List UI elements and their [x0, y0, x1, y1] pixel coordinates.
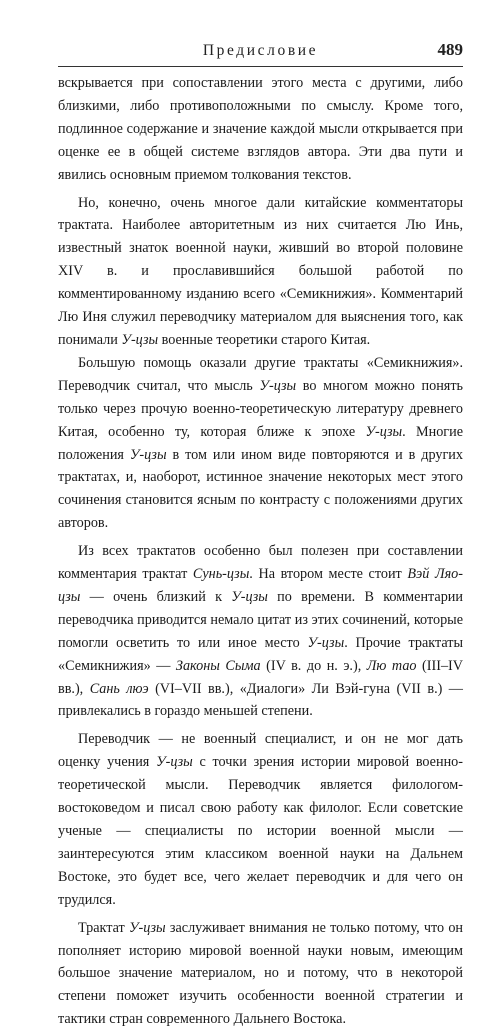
- italic-title: Вэй Ляо-цзы: [58, 566, 463, 605]
- italic-title: Лю тао: [366, 657, 417, 674]
- italic-title: У-цзы: [128, 919, 166, 936]
- page-number: 489: [437, 40, 463, 59]
- italic-title: Сань люэ: [89, 680, 149, 697]
- italic-title: У-цзы: [259, 377, 297, 394]
- page-body: [58, 72, 463, 1031]
- paragraph: Из всех трактатов особенно был полезен при составлении комментария трактат Сунь-цзы. На втором месте стоит Вэй Ляо-цзы — очень близкий к У-цзы по времени. В комментарии переводчика приводится немало цитат из этих сочинений, которые помогли осветить то или иное место У-цзы. Прочие трактаты «Семикнижия» — Законы Сыма (IV в. до н. э.), Лю тао (III–IV вв.), Сань люэ (VI–VII вв.), «Диалоги» Ли Вэй-гуна (VII в.) — привлекались в гораздо меньшей степени.: [58, 543, 464, 720]
- paragraph: Переводчик — не военный специалист, и он не мог дать оценку учения У-цзы с точки зрения истории мировой военно-теоретической мысли. Переводчик является филологом-востоковедом и писал свою работу как филолог. Если советские ученые — специалисты по истории военной мысли — заинтересуются этим классиком военной науки на Дальнем Востоке, это будет все, чего желает переводчик и для чего он трудился.: [58, 731, 463, 908]
- italic-title: У-цзы: [307, 634, 345, 651]
- italic-title: У-цзы: [121, 331, 159, 348]
- page-header: [58, 36, 463, 66]
- italic-title: У-цзы: [156, 754, 193, 771]
- italic-title: У-цзы: [129, 446, 167, 463]
- paragraph: Большую помощь оказали другие трактаты «Семикнижия». Переводчик считал, что мысль У-цзы во многом можно понять только через прочую военно-теоретическую литературу древнего Китая, особенно ту, которая ближе к эпохе У-цзы. Многие положения У-цзы в том или ином виде повторяются и в других трактатах, и, наоборот, истинное значение некоторых мест этого сочинения становится ясным по контрасту с положениями других авторов.: [58, 354, 464, 532]
- paragraph: Трактат У-цзы заслуживает внимания не только потому, что он пополняет историю мировой военной науки новым, имеющим большое значение материалом, но и потому, что в некоторой степени поможет изучить особенности военной стратегии и тактики стран современного Дальнего Востока.: [58, 919, 463, 1028]
- italic-title: Законы Сыма: [175, 657, 261, 674]
- italic-title: У-цзы: [231, 588, 268, 605]
- running-title: Предисловие: [202, 42, 319, 59]
- italic-title: Сунь-цзы: [192, 566, 250, 583]
- paragraph: Но, конечно, очень многое дали китайские комментаторы трактата. Наиболее авторитетным из них считается Лю Инь, известный знаток военной науки, живший во второй половине XIV в. и прославившийся большой работой по комментированному изданию всего «Семикнижия». Комментарий Лю Иня служил переводчику материалом для выяснения того, как понимали У-цзы военные теоретики старого Китая.: [58, 194, 463, 348]
- header-rule: [58, 66, 463, 67]
- paragraph: вскрывается при сопоставлении этого места с другими, либо близкими, либо противоположными по смыслу. Кроме того, подлинное содержание и значение каждой мысли открывается при оценке ее в общей системе взглядов автора. Эти два пути и явились основным приемом толкования текстов.: [58, 75, 463, 183]
- italic-title: У-цзы: [365, 423, 403, 440]
